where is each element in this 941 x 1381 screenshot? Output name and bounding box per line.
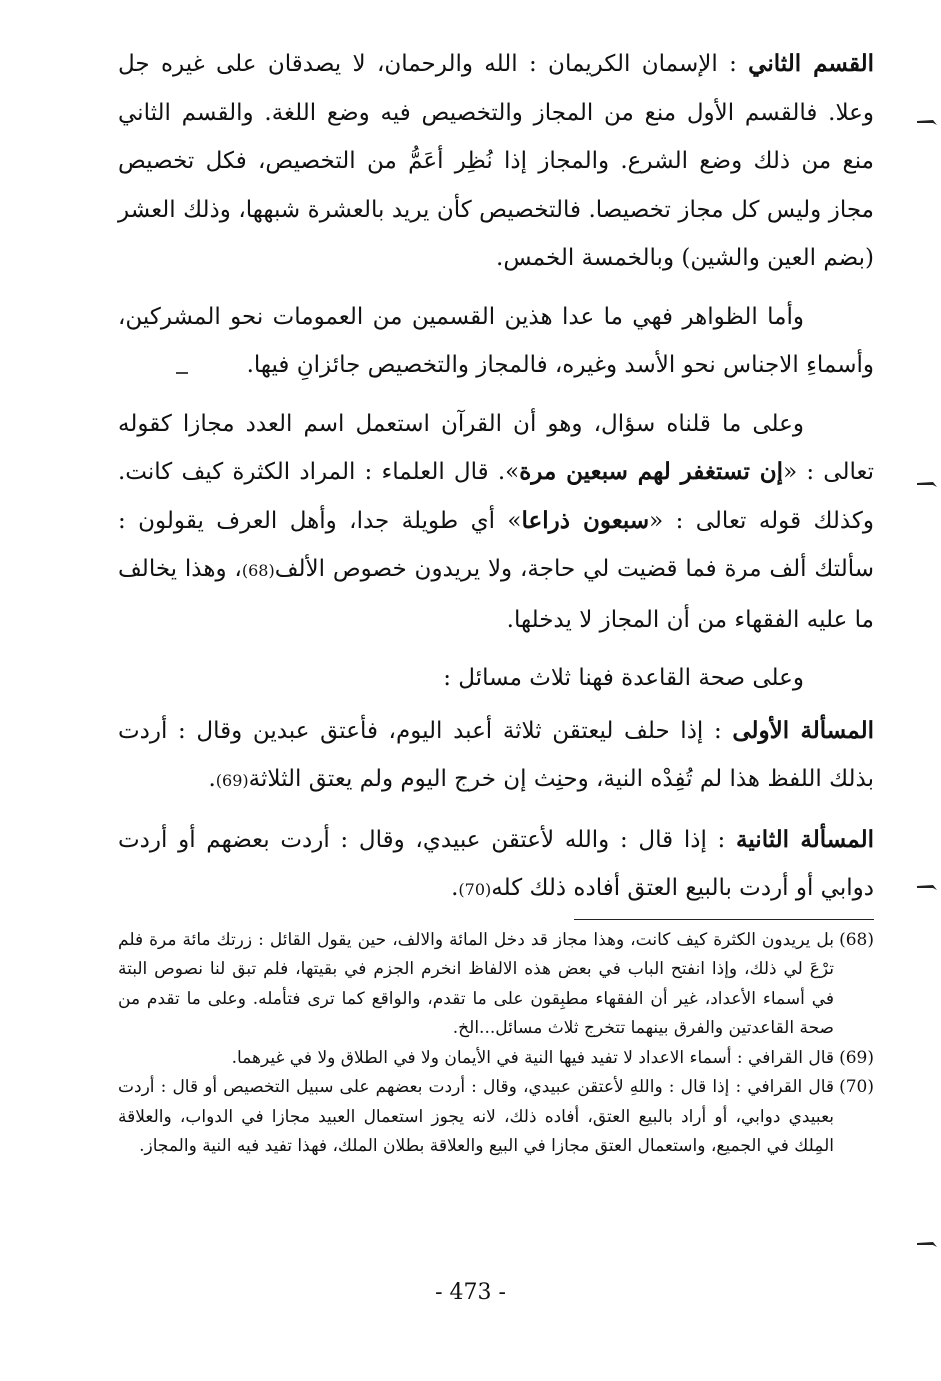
footnotes [118, 926, 874, 1162]
paragraph-6-tail: . [451, 875, 459, 901]
paragraph-3-text-1: وعلى ما قلناه سؤال، وهو أن القرآن استعمل اسم العدد مجازا كقوله تعالى : « [118, 410, 874, 485]
footnote-number: (68) [839, 929, 874, 950]
paragraph-5 [118, 707, 874, 806]
footnote-69 [118, 1044, 874, 1074]
page-number: - 473 - [435, 1280, 506, 1305]
page-body [118, 40, 874, 1162]
stray-dash-mark [176, 372, 188, 374]
margin-tick-mark [917, 118, 937, 126]
paragraph-5-text: : إذا حلف ليعتقن ثلاثة أعبد اليوم، فأعتق عبدين وقال : أردت بذلك اللفظ هذا لم تُفِدْه النية، وحنِث إن خرج اليوم ولم يعتق الثلاثة [118, 717, 874, 792]
paragraph-1 [118, 40, 874, 283]
paragraph-5-tail: . [208, 766, 216, 792]
footnote-text: قال القرافي : أسماء الاعداد لا تفيد فيها النية في الأيمان ولا في الطلاق ولا في غيرهما. [231, 1047, 834, 1068]
paragraph-4 [118, 654, 874, 703]
paragraph-4-text: وعلى صحة القاعدة فهنا ثلاث مسائل : [443, 665, 804, 691]
footnote-text: بل يريدون الكثرة كيف كانت، وهذا مجاز قد دخل المائة والالف، حين يقول القائل : زرتك مائة مرة فلم ترْعَ لي ذلك، وإذا انفتح الباب في بعض هذه الالفاظ انخرم الجزم في بقيتها، فلم تبق لنا نصوص البتة في أسماء الأعداد، غير أن الفقهاء مطبِقون على ما تقدم، والواقع كما ترى فتأمله. وعلى ما تقدم من صحة القاعدتين والفرق بينهما تتخرج ثلاث مسائل...الخ. [118, 929, 834, 1038]
quran-quote-1: إن تستغفر لهم سبعين مرة [519, 458, 784, 485]
paragraph-3-text-2: ». قال العلماء : المراد الكثرة كيف كانت. وكذلك قوله تعالى : « [118, 459, 874, 534]
footnote-ref-68[interactable]: (68) [241, 561, 275, 580]
quran-quote-2: سبعون ذراعا [521, 506, 650, 534]
footnote-68 [118, 926, 874, 1044]
paragraph-6 [118, 816, 874, 915]
second-issue-heading: المسألة الثانية [736, 825, 874, 853]
paragraph-2-text: وأما الظواهر فهي ما عدا هذين القسمين من العمومات نحو المشركين، وأسماءِ الاجناس نحو الأسد وغيره، فالمجاز والتخصيص جائزانِ فيها. [118, 303, 874, 378]
footnote-text: قال القرافي : إذا قال : واللهِ لأعتقن عبيدي، وقال : أردت بعضهم على سبيل التخصيص أو قال : أردت بعبيدي دوابي، أو أراد بالبيع العتق، أفاده ذلك، لانه يجوز استعمال العبيد مجازا في الدواب، والعلاقة المِلك في الجميع، واستعمال العتق مجازا في البيع والعلاقة بطلان الملك، فهذا تفيد فيه النية والمجاز. [118, 1077, 834, 1156]
footnote-separator [574, 919, 874, 920]
footnote-ref-69[interactable]: (69) [215, 771, 249, 790]
footnote-70 [118, 1073, 874, 1162]
first-issue-heading: المسألة الأولى [732, 716, 874, 744]
paragraph-3-text-4: ، وهذا يخالف ما عليه الفقهاء من أن المجاز لا يدخلها. [118, 556, 874, 633]
paragraph-6-text: : إذا قال : والله لأعتقن عبيدي، وقال : أردت بعضهم أو أردت دوابي أو أردت بالبيع العتق أفاده ذلك كله [118, 826, 874, 901]
footnote-number: (70) [839, 1077, 874, 1097]
margin-tick-mark [917, 883, 937, 891]
margin-tick-mark [917, 1240, 937, 1248]
paragraph-1-text: : الإسمان الكريمان : الله والرحمان، لا يصدقان على غيره جل وعلا. فالقسم الأول منع من المجاز والتخصيص فيه وضع اللغة. والقسم الثاني منع من ذلك وضع الشرع. والمجاز إذا نُظِر أعَمُّ من التخصيص، فكل تخصيص مجاز وليس كل مجاز تخصيصا. فالتخصيص كأن يريد بالعشرة شبهها، وذلك العشر (بضم العين والشين) وبالخمسة الخمس. [118, 51, 874, 271]
paragraph-2 [118, 293, 874, 390]
footnote-ref-70[interactable]: (70) [458, 880, 492, 899]
paragraph-3-text-3: » أي طويلة جدا، وأهل العرف يقولون : سألتك ألف مرة فما قضيت لي حاجة، ولا يريدون خصوص الألف [118, 507, 874, 582]
section-heading-second-part: القسم الثاني [748, 50, 874, 77]
footnote-number: (69) [839, 1047, 874, 1068]
paragraph-3 [118, 400, 874, 645]
margin-tick-mark [917, 480, 937, 488]
